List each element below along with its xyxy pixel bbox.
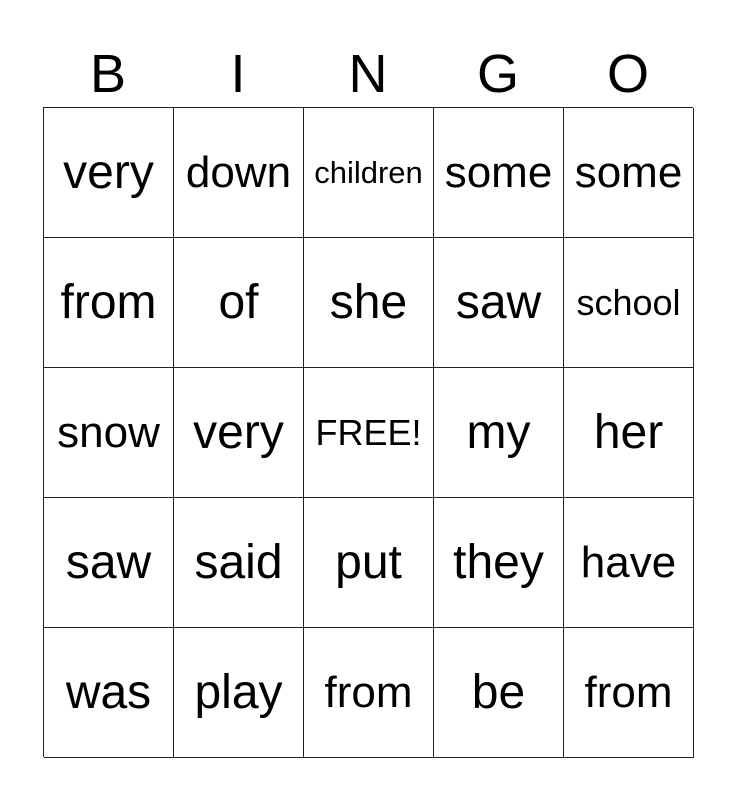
bingo-cell-r3c4: my <box>434 368 564 498</box>
bingo-cell-r4c5: have <box>564 498 694 628</box>
bingo-cell-r2c4: saw <box>434 238 564 368</box>
bingo-cell-r1c3: children <box>304 108 434 238</box>
bingo-cell-r3c5: her <box>564 368 694 498</box>
bingo-cell-r5c4: be <box>434 628 564 758</box>
bingo-cell-r5c3: from <box>304 628 434 758</box>
bingo-cell-r1c1: very <box>44 108 174 238</box>
bingo-cell-r4c2: said <box>174 498 304 628</box>
bingo-cell-r5c1: was <box>44 628 174 758</box>
header-letter-n: N <box>348 44 388 104</box>
bingo-cell-r1c4: some <box>434 108 564 238</box>
bingo-cell-r4c4: they <box>434 498 564 628</box>
bingo-cell-r2c3: she <box>304 238 434 368</box>
bingo-cell-free: FREE! <box>304 368 434 498</box>
bingo-cell-r4c3: put <box>304 498 434 628</box>
bingo-cell-r2c2: of <box>174 238 304 368</box>
bingo-cell-r1c5: some <box>564 108 694 238</box>
header-letter-g: G <box>476 44 519 104</box>
bingo-cell-r5c5: from <box>564 628 694 758</box>
bingo-cell-r4c1: saw <box>44 498 174 628</box>
bingo-cell-r3c2: very <box>174 368 304 498</box>
header-letter-o: O <box>606 44 649 104</box>
bingo-board <box>43 107 693 757</box>
bingo-cell-r2c1: from <box>44 238 174 368</box>
header-letter-i: I <box>230 44 246 104</box>
bingo-cell-r3c1: snow <box>44 368 174 498</box>
header-letter-b: B <box>89 44 127 104</box>
bingo-header <box>43 40 693 108</box>
bingo-cell-r5c2: play <box>174 628 304 758</box>
bingo-cell-r2c5: school <box>564 238 694 368</box>
bingo-cell-r1c2: down <box>174 108 304 238</box>
